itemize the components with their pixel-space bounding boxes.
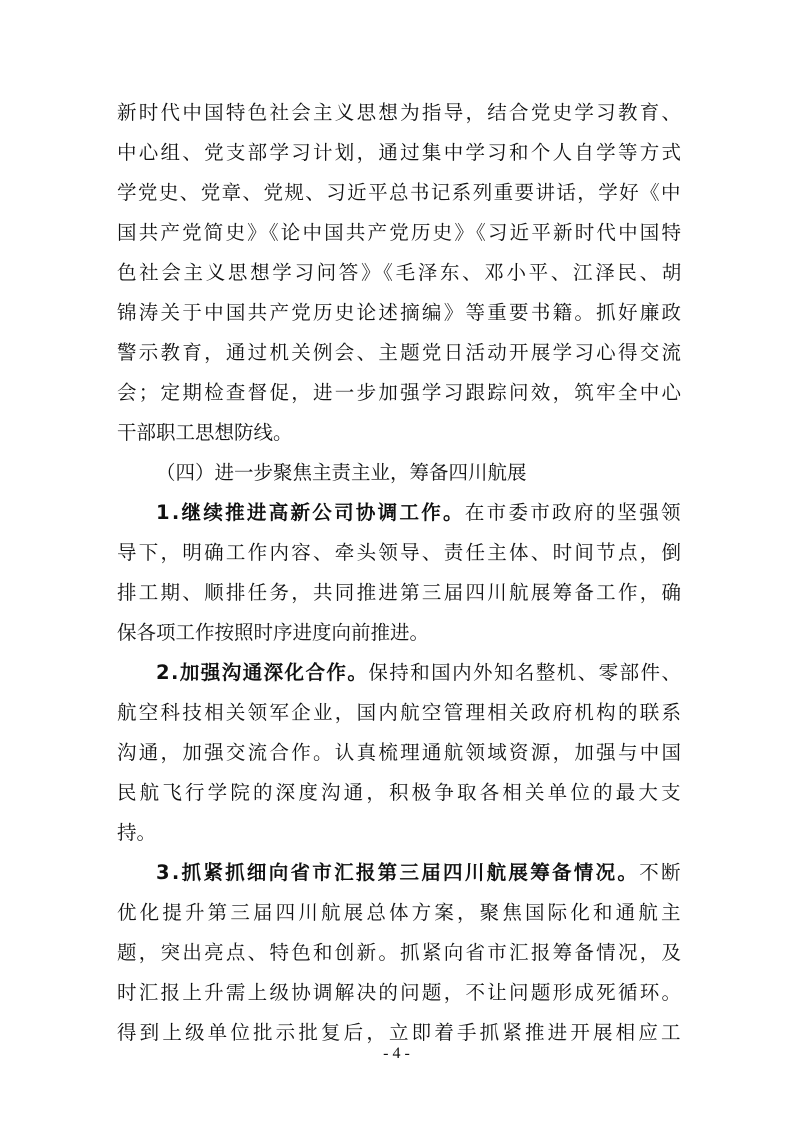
text-line: 导下，明确工作内容、牵头领导、责任主体、时间节点，倒	[117, 541, 684, 564]
text-line: 2.加强沟通深化合作。保持和国内外知名整机、零部件、	[156, 661, 683, 684]
text-line: 保各项工作按照时序进度向前推进。	[117, 621, 430, 644]
text-line: 时汇报上升需上级协调解决的问题，不让问题形成死循环。	[117, 981, 684, 1004]
text-line: 3.抓紧抓细向省市汇报第三届四川航展筹备情况。不断	[156, 861, 683, 884]
text-line: 会；定期检查督促，进一步加强学习跟踪问效，筑牢全中心	[117, 381, 684, 404]
item-heading: 1.继续推进高新公司协调工作。	[156, 501, 465, 524]
text-line: 新时代中国特色社会主义思想为指导，结合党史学习教育、	[117, 101, 684, 124]
text-line: 干部职工思想防线。	[117, 421, 293, 444]
item-heading: 3.抓紧抓细向省市汇报第三届四川航展筹备情况。	[156, 861, 640, 884]
text-line: 排工期、顺排任务，共同推进第三届四川航展筹备工作，确	[117, 581, 684, 604]
text-line: 国共产党简史》《论中国共产党历史》《习近平新时代中国特	[117, 221, 684, 244]
text-line: 中心组、党支部学习计划，通过集中学习和个人自学等方式	[117, 141, 684, 164]
item-heading: 2.加强沟通深化合作。	[156, 661, 369, 684]
text-line: 沟通，加强交流合作。认真梳理通航领域资源，加强与中国	[117, 741, 684, 764]
text-line: 1.继续推进高新公司协调工作。在市委市政府的坚强领	[156, 501, 683, 524]
text-line: 持。	[117, 821, 157, 844]
text-line: 航空科技相关领军企业，国内航空管理相关政府机构的联系	[117, 701, 684, 724]
text-line: 学党史、党章、党规、习近平总书记系列重要讲话，学好《中	[117, 181, 682, 204]
document-body	[117, 93, 684, 1053]
text-line: 警示教育，通过机关例会、主题党日活动开展学习心得交流	[117, 341, 684, 364]
text-line: 题，突出亮点、特色和创新。抓紧向省市汇报筹备情况，及	[117, 941, 684, 964]
text-line: 优化提升第三届四川航展总体方案，聚焦国际化和通航主	[117, 901, 684, 924]
section-heading: （四）进一步聚焦主责主业，筹备四川航展	[156, 461, 527, 484]
text-line: 得到上级单位批示批复后，立即着手抓紧推进开展相应工	[117, 1021, 684, 1044]
text-line: 锦涛关于中国共产党历史论述摘编》等重要书籍。抓好廉政	[117, 301, 684, 324]
text-line: 色社会主义思想学习问答》《毛泽东、邓小平、江泽民、胡	[117, 261, 684, 284]
page-number: - 4 -	[383, 1045, 410, 1062]
text-line: 民航飞行学院的深度沟通，积极争取各相关单位的最大支	[117, 781, 684, 804]
